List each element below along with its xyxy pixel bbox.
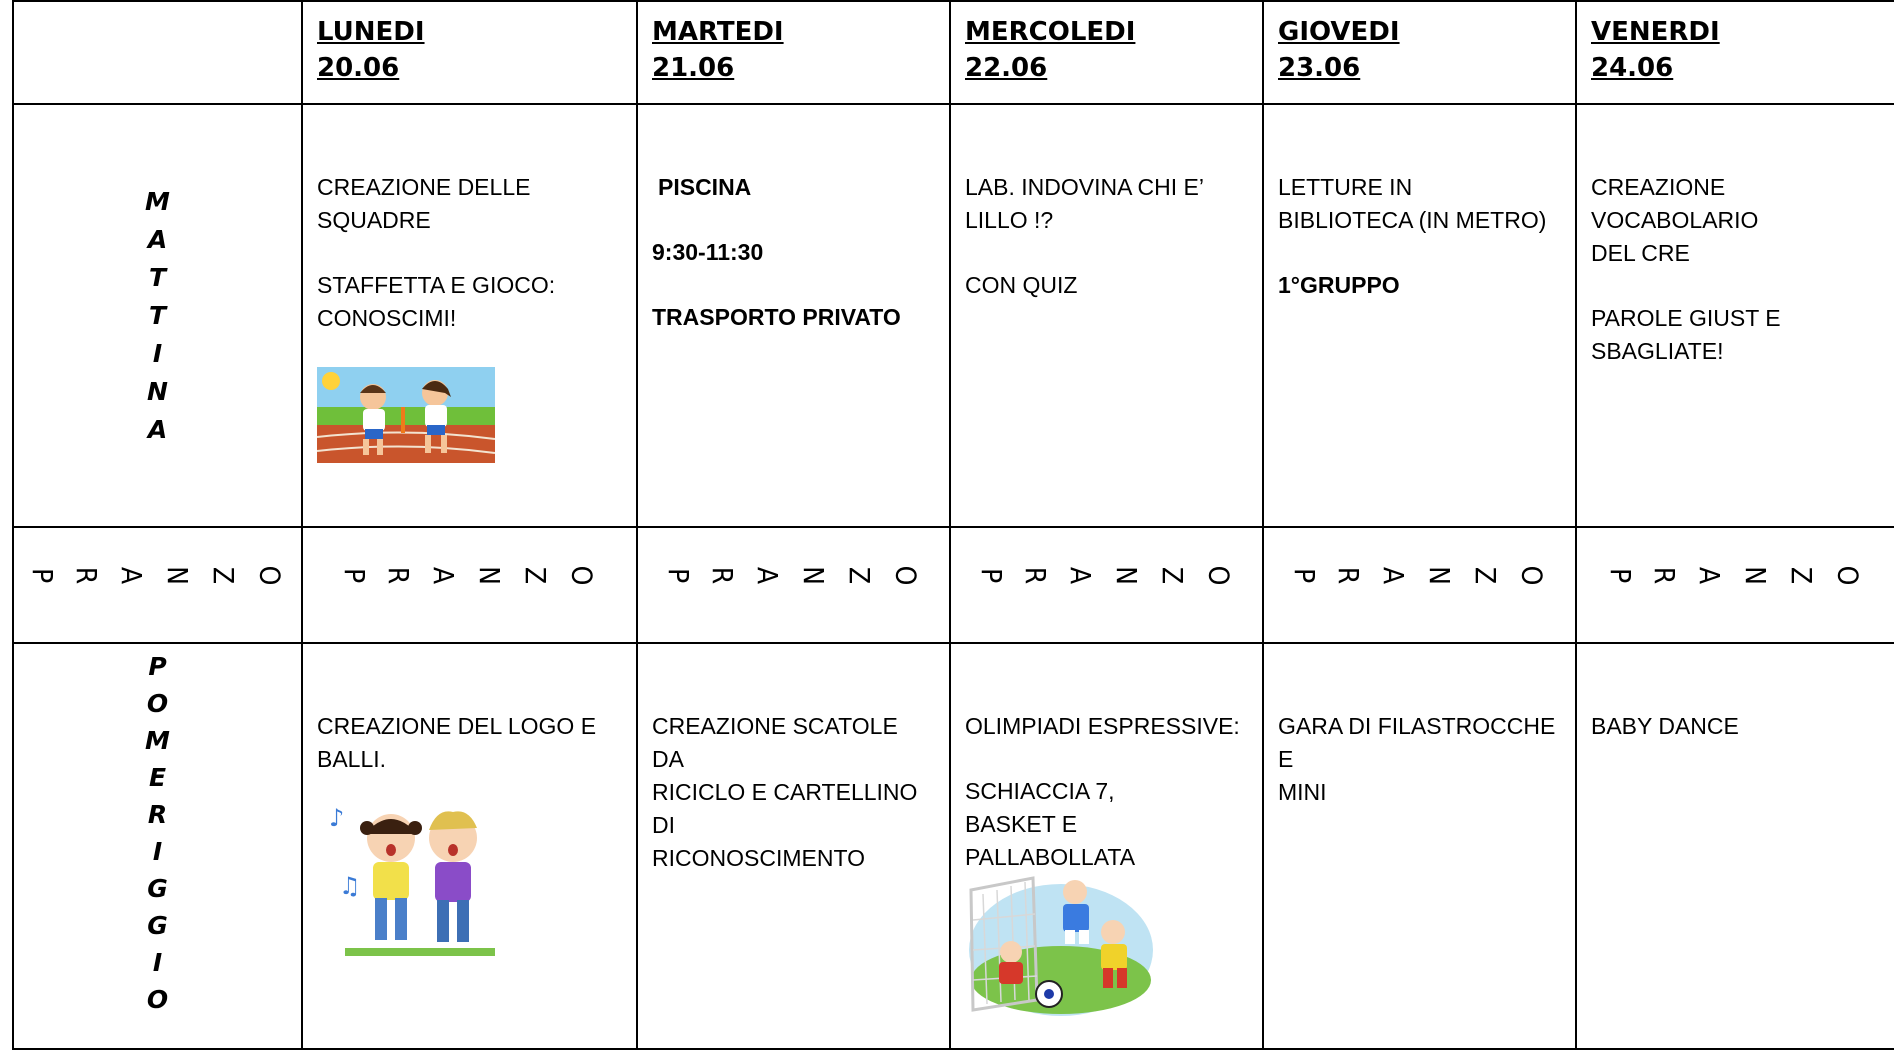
- day-header-thursday: [1263, 1, 1576, 104]
- label-letter: R: [1331, 566, 1365, 604]
- label-letter: P: [974, 567, 1008, 603]
- lunch-wednesday-cell: [950, 527, 1263, 643]
- day-header-friday: [1576, 1, 1894, 104]
- label-letter: Z: [1785, 566, 1819, 604]
- activity-line: MINI: [1278, 779, 1327, 805]
- label-letter: N: [473, 565, 507, 605]
- morning-row: [13, 104, 1894, 527]
- morning-label-cell: [13, 104, 302, 527]
- afternoon-label-cell: [13, 643, 302, 1049]
- activity-line: 9:30-11:30: [652, 239, 764, 265]
- activity-line: GARA DI FILASTROCCHE E: [1278, 713, 1556, 772]
- activity-line: SQUADRE: [317, 207, 431, 233]
- day-name: GIOVEDI: [1278, 17, 1400, 47]
- singing-children-illustration: [325, 798, 503, 958]
- morning-vertical-label: [14, 183, 301, 449]
- label-letter: P: [1287, 567, 1321, 603]
- corner-cell: [13, 1, 302, 104]
- activity-line: LETTURE IN: [1278, 174, 1413, 200]
- header-row: [13, 1, 1894, 104]
- lunch-row: [13, 527, 1894, 643]
- label-letter: T: [148, 263, 167, 292]
- activity-line: CREAZIONE DEL LOGO E: [317, 713, 597, 739]
- label-letter: E: [148, 763, 167, 792]
- label-letter: O: [889, 565, 923, 605]
- morning-thursday-cell: [1263, 104, 1576, 527]
- day-name: VENERDI: [1591, 17, 1720, 47]
- relay-race-illustration: [317, 367, 495, 463]
- lunch-label: [951, 534, 1262, 637]
- morning-friday-cell: [1576, 104, 1894, 527]
- label-letter: I: [152, 948, 163, 977]
- label-letter: A: [1693, 566, 1727, 604]
- activity-line: CREAZIONE VOCABOLARIO: [1591, 174, 1759, 233]
- activity-line: RICONOSCIMENTO: [652, 845, 865, 871]
- day-name: LUNEDI: [317, 17, 425, 47]
- afternoon-tuesday-cell: [637, 643, 950, 1049]
- label-letter: P: [661, 567, 695, 603]
- label-letter: T: [148, 301, 167, 330]
- label-letter: R: [1018, 566, 1052, 604]
- label-letter: R: [69, 566, 103, 604]
- day-name: MERCOLEDI: [965, 17, 1136, 47]
- label-letter: A: [1064, 566, 1098, 604]
- activity-line: CREAZIONE DELLE: [317, 174, 531, 200]
- label-letter: N: [1423, 565, 1457, 605]
- day-date: 21.06: [652, 53, 735, 83]
- label-letter: O: [565, 565, 599, 605]
- afternoon-wednesday-cell: [950, 643, 1263, 1049]
- label-letter: Z: [843, 566, 877, 604]
- lunch-friday-cell: [1576, 527, 1894, 643]
- label-letter: A: [751, 566, 785, 604]
- day-header-wednesday: [950, 1, 1263, 104]
- label-letter: O: [1831, 565, 1865, 605]
- label-letter: N: [147, 377, 168, 406]
- afternoon-row: [13, 643, 1894, 1049]
- label-letter: P: [25, 567, 59, 603]
- label-letter: N: [1110, 565, 1144, 605]
- lunch-label: [303, 534, 636, 637]
- label-letter: Z: [207, 566, 241, 604]
- afternoon-vertical-label: [14, 648, 301, 1018]
- label-letter: Z: [519, 566, 553, 604]
- day-name: MARTEDI: [652, 17, 784, 47]
- activity-line: BASKET E PALLABOLLATA: [965, 811, 1136, 870]
- label-letter: O: [146, 689, 169, 718]
- lunch-label-cell: [13, 527, 302, 643]
- activity-line: RICICLO E CARTELLINO DI: [652, 779, 918, 838]
- activity-line: PAROLE GIUST E: [1591, 305, 1781, 331]
- lunch-label: [638, 534, 949, 637]
- lunch-label: [1577, 534, 1894, 637]
- day-date: 22.06: [965, 53, 1048, 83]
- label-letter: P: [1603, 567, 1637, 603]
- label-letter: I: [152, 837, 163, 866]
- activity-line: OLIMPIADI ESPRESSIVE:: [965, 713, 1240, 739]
- label-letter: R: [147, 800, 168, 829]
- activity-line: DEL CRE: [1591, 240, 1690, 266]
- label-letter: O: [1515, 565, 1549, 605]
- afternoon-friday-cell: [1576, 643, 1894, 1049]
- day-date: 20.06: [317, 53, 400, 83]
- label-letter: G: [147, 874, 168, 903]
- label-letter: R: [705, 566, 739, 604]
- label-letter: N: [797, 565, 831, 605]
- morning-monday-cell: [302, 104, 637, 527]
- label-letter: O: [1202, 565, 1236, 605]
- afternoon-thursday-cell: [1263, 643, 1576, 1049]
- lunch-monday-cell: [302, 527, 637, 643]
- svg-text:♪: ♪: [329, 804, 345, 832]
- label-letter: A: [115, 566, 149, 604]
- activity-line: LILLO !?: [965, 207, 1054, 233]
- activity-line: CON QUIZ: [965, 272, 1078, 298]
- lunch-thursday-cell: [1263, 527, 1576, 643]
- activity-line: BABY DANCE: [1591, 713, 1739, 739]
- activity-line: SCHIACCIA 7,: [965, 778, 1115, 804]
- morning-tuesday-cell: [637, 104, 950, 527]
- activity-line: LAB. INDOVINA CHI E’: [965, 174, 1205, 200]
- svg-text:♫: ♫: [339, 872, 361, 900]
- day-header-monday: [302, 1, 637, 104]
- label-letter: Z: [1469, 566, 1503, 604]
- soccer-game-illustration: [963, 870, 1153, 1018]
- label-letter: G: [147, 911, 168, 940]
- activity-line: TRASPORTO PRIVATO: [652, 304, 901, 330]
- label-letter: A: [147, 225, 168, 254]
- activity-line: SBAGLIATE!: [1591, 338, 1724, 364]
- day-date: 23.06: [1278, 53, 1361, 83]
- label-letter: Z: [1156, 566, 1190, 604]
- label-letter: P: [148, 652, 167, 681]
- label-letter: M: [145, 187, 170, 216]
- label-letter: A: [427, 566, 461, 604]
- lunch-label: [1264, 534, 1575, 637]
- activity-line: 1°GRUPPO: [1278, 272, 1400, 298]
- label-letter: R: [381, 566, 415, 604]
- label-letter: P: [337, 567, 371, 603]
- activity-line: BIBLIOTECA (IN METRO): [1278, 207, 1547, 233]
- day-date: 24.06: [1591, 53, 1674, 83]
- weekly-schedule-table: [12, 0, 1894, 1050]
- activity-line: CONOSCIMI!: [317, 305, 457, 331]
- label-letter: A: [147, 415, 168, 444]
- activity-line: CREAZIONE SCATOLE DA: [652, 713, 898, 772]
- lunch-label: [14, 534, 301, 637]
- day-header-tuesday: [637, 1, 950, 104]
- activity-line: PISCINA: [658, 174, 752, 200]
- morning-wednesday-cell: [950, 104, 1263, 527]
- label-letter: N: [1739, 565, 1773, 605]
- label-letter: R: [1647, 566, 1681, 604]
- label-letter: M: [145, 726, 170, 755]
- activity-line: BALLI.: [317, 746, 387, 772]
- label-letter: A: [1377, 566, 1411, 604]
- activity-line: STAFFETTA E GIOCO:: [317, 272, 556, 298]
- afternoon-monday-cell: [302, 643, 637, 1049]
- label-letter: N: [161, 565, 195, 605]
- label-letter: O: [253, 565, 287, 605]
- label-letter: I: [152, 339, 163, 368]
- label-letter: O: [146, 985, 169, 1014]
- lunch-tuesday-cell: [637, 527, 950, 643]
